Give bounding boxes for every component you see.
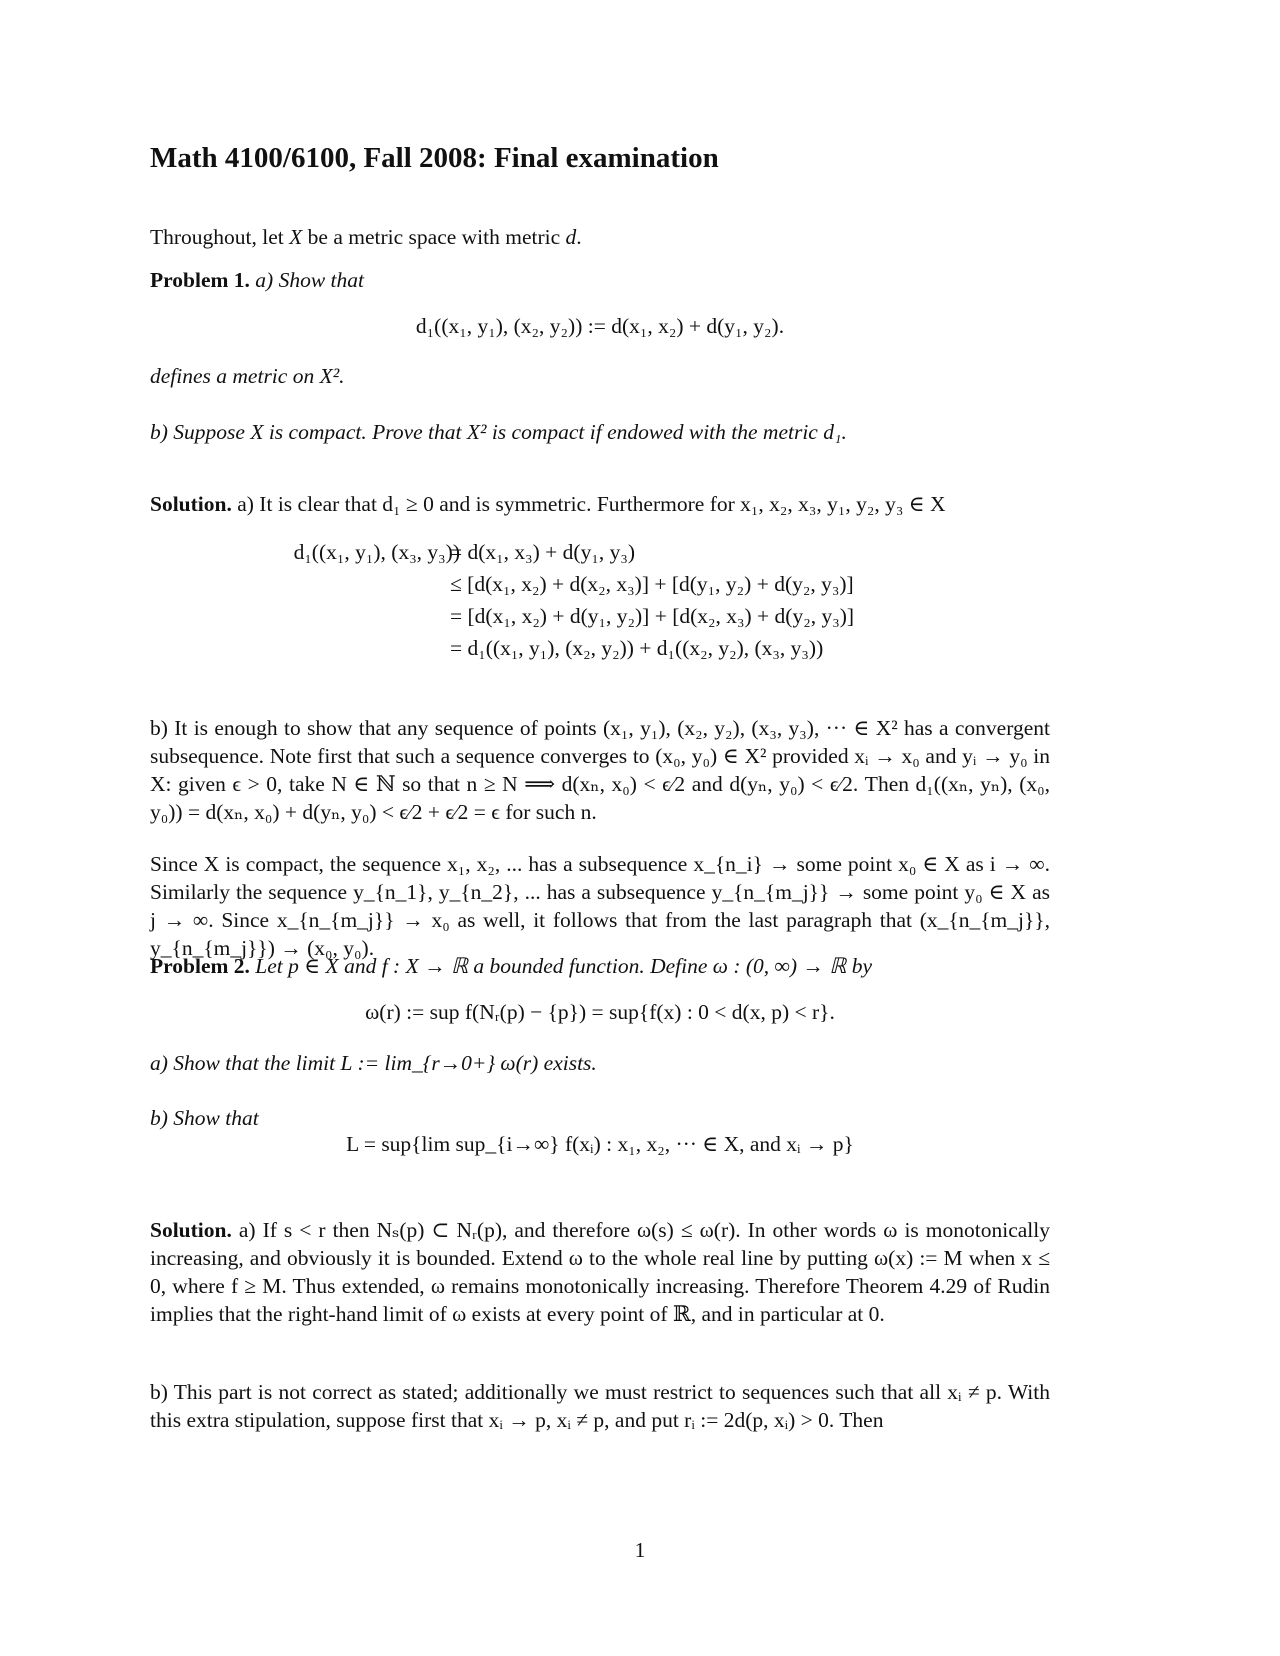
align-r3: = [d(x₁, x₂) + d(y₁, y₂)] + [d(x₂, x₃) + d(y₂, y₃)] <box>450 604 855 628</box>
solution-1-b-paragraph-2: Since X is compact, the sequence x₁, x₂, ... has a subsequence x_{n_i} → some point x₀ ∈ X as i → ∞. Similarly the sequence y_{n_1}, y_{n_2}, ... has a subsequence y_{n_{m_j}} → some point y₀ ∈ X as j → ∞. Since x_{n_{m_j}} → x₀ as well, it follows that from the last paragraph that (x_{n_{m_j}}, y_{n_{m_j}}) → (x₀, y₀). <box>150 852 1050 960</box>
solution-1-b-paragraph-1: b) It is enough to show that any sequence of points (x₁, y₁), (x₂, y₂), (x₃, y₃), ··· ∈ X² has a convergent subsequence. Note first that such a sequence converges to (x₀, y₀) ∈ X² provided xᵢ → x₀ and yᵢ → y₀ in X: given ϵ > 0, take N ∈ ℕ so that n ≥ N ⟹ d(xₙ, x₀) < ϵ⁄2 and d(yₙ, y₀) < ϵ⁄2. Then d₁((xₙ, yₙ), (x₀, y₀)) = d(xₙ, x₀) + d(yₙ, y₀) < ϵ⁄2 + ϵ⁄2 = ϵ for such n. <box>150 716 1050 824</box>
problem-2-text: Let p ∈ X and f : X → ℝ a bounded function. Define ω : (0, ∞) → ℝ by <box>255 954 872 978</box>
problem-1-a-end: defines a metric on X². <box>150 364 345 388</box>
problem-1-b: b) Suppose X is compact. Prove that X² is compact if endowed with the metric d₁. <box>150 420 847 444</box>
problem-2-a: a) Show that the limit L := lim_{r→0+} ω(r) exists. <box>150 1051 597 1075</box>
align-lhs: d₁((x₁, y₁), (x₃, y₃)) <box>293 540 460 564</box>
problem-2-equation-2: L = sup{lim sup_{i→∞} f(xᵢ) : x₁, x₂, ··· ∈ X, and xᵢ → p} <box>346 1132 854 1156</box>
page-number: 1 <box>634 1538 646 1562</box>
page-title: Math 4100/6100, Fall 2008: Final examination <box>150 142 719 174</box>
problem-1-a-start: a) Show that <box>255 268 364 292</box>
align-r4: = d₁((x₁, y₁), (x₂, y₂)) + d₁((x₂, y₂), (x₃, y₃)) <box>450 636 824 660</box>
intro-text: Throughout, let X be a metric space with metric d. <box>150 225 582 249</box>
problem-2-equation: ω(r) := sup f(Nᵣ(p) − {p}) = sup{f(x) : 0 < d(x, p) < r}. <box>365 1000 835 1024</box>
problem-2-label: Problem 2. <box>150 954 250 978</box>
problem-2 <box>150 952 1050 980</box>
solution-2-a <box>150 1216 1050 1328</box>
solution-2-b: b) This part is not correct as stated; additionally we must restrict to sequences such that all xᵢ ≠ p. With this extra stipulation, suppose first that xᵢ → p, xᵢ ≠ p, and put rᵢ := 2d(p, xᵢ) > 0. Then <box>150 1380 1050 1432</box>
solution-1-a-text: a) It is clear that d₁ ≥ 0 and is symmetric. Furthermore for x₁, x₂, x₃, y₁, y₂, y₃ ∈ X <box>237 492 946 516</box>
problem-1 <box>150 266 1050 294</box>
solution-1-label: Solution. <box>150 492 232 516</box>
align-r2: ≤ [d(x₁, x₂) + d(x₂, x₃)] + [d(y₁, y₂) + d(y₂, y₃)] <box>450 572 854 596</box>
solution-1 <box>150 490 1050 518</box>
solution-2-label: Solution. <box>150 1218 232 1242</box>
align-r1: = d(x₁, x₃) + d(y₁, y₃) <box>450 540 635 564</box>
problem-2-b: b) Show that <box>150 1106 259 1130</box>
solution-2-a-text: a) If s < r then Nₛ(p) ⊂ Nᵣ(p), and therefore ω(s) ≤ ω(r). In other words ω is monotonically increasing, and obviously it is bounded. Extend ω to the whole real line by putting ω(x) := M when x ≤ 0, where f ≥ M. Thus extended, ω remains monotonically increasing. Therefore Theorem 4.29 of Rudin implies that the right-hand limit of ω exists at every point of ℝ, and in particular at 0. <box>150 1218 1050 1326</box>
problem-1-equation: d₁((x₁, y₁), (x₂, y₂)) := d(x₁, x₂) + d(y₁, y₂). <box>415 314 785 338</box>
problem-1-label: Problem 1. <box>150 268 250 292</box>
